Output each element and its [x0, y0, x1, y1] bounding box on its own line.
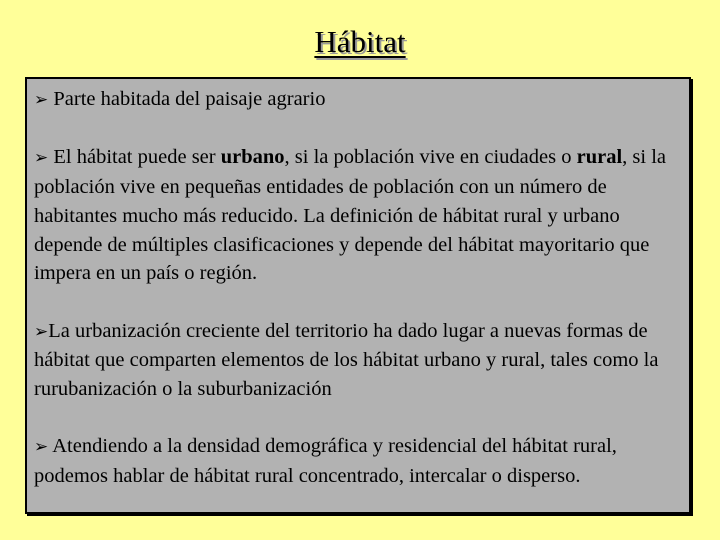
slide-title: Hábitat	[314, 24, 406, 59]
paragraph-1-text: Parte habitada del paisaje agrario	[53, 88, 326, 110]
term-urbano: urbano	[220, 146, 285, 169]
bullet-paragraph-4	[34, 432, 675, 490]
bullet-paragraph-3	[34, 317, 675, 404]
arrow-bullet-icon: ➢	[34, 90, 49, 110]
paragraph-2-text-a: El hábitat puede ser	[53, 146, 221, 169]
paragraph-4-text: Atendiendo a la densidad demográfica y residencial del hábitat rural, podemos hablar de hábitat rural concentrado, intercalar o disperso.	[34, 435, 617, 488]
bullet-paragraph-1	[34, 85, 675, 115]
paragraph-2-text-b: , si la población vive en ciudades o	[284, 146, 577, 169]
content-box	[25, 77, 691, 514]
paragraph-3-text: La urbanización creciente del territorio ha dado lugar a nuevas formas de hábitat que comparten elementos de los hábitat urbano y rural, tales como la rurubanización o la suburbanización	[34, 319, 659, 400]
term-rural: rural	[576, 146, 623, 169]
arrow-bullet-icon: ➢	[34, 148, 49, 169]
paragraph-2-text-c: , si la población vive en pequeñas entidades de población con un número de habitantes mucho más reducido. La definición de hábitat rural y urbano depende de múltiples clasificaciones y depende del hábitat mayoritario que impera en un país o región.	[34, 146, 666, 285]
arrow-bullet-icon: ➢	[34, 321, 49, 342]
bullet-paragraph-2	[34, 143, 675, 288]
arrow-bullet-icon: ➢	[34, 437, 49, 458]
slide-title-container	[0, 22, 720, 62]
